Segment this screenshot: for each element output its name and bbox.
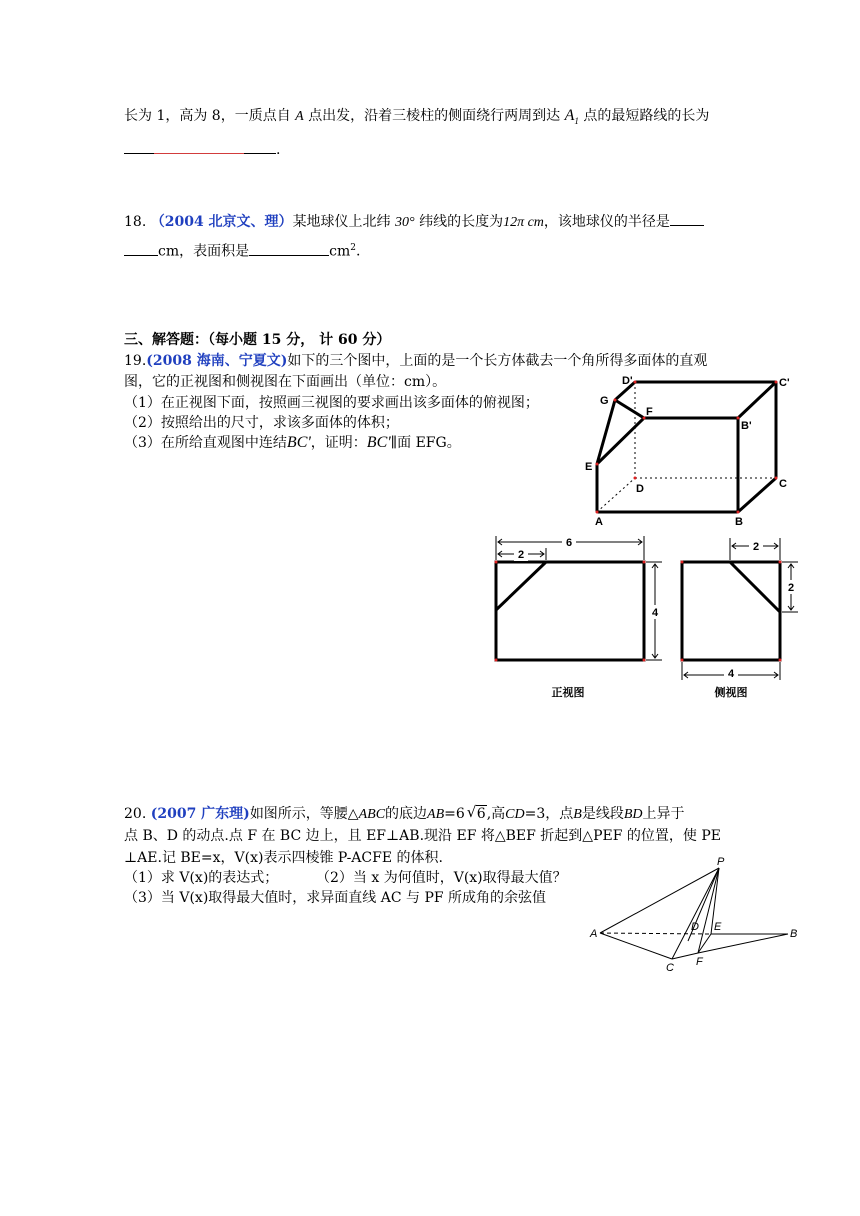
dim-4-side: 4 xyxy=(727,668,735,680)
q18-text-1: 某地球仪上北纬 xyxy=(292,214,391,230)
q20-item-3: （3）当 V(x)取得最大值时，求异面直线 AC 与 PF 所成角的余弦值 xyxy=(124,890,547,906)
q17-text-3: 点的最短路线的长为 xyxy=(583,108,710,124)
q18-text-2: 纬线的长度为 xyxy=(419,214,504,230)
q17-point-a: A xyxy=(295,109,304,124)
dim-2-side-right: 2 xyxy=(787,582,795,594)
label-a: A xyxy=(590,928,598,940)
q19-line2: 图，它的正视图和侧视图在下面画出（单位：cm）。 xyxy=(124,374,447,390)
q18-unit: cm xyxy=(329,243,351,260)
q19-source: (2008 海南、宁夏文) xyxy=(146,353,288,369)
q18-text-4: cm，表面积是 xyxy=(158,243,250,260)
label-c: C xyxy=(779,478,787,490)
front-view-caption: 正视图 xyxy=(551,687,585,699)
label-b: B xyxy=(735,516,743,528)
label-d-prime: D' xyxy=(622,375,633,387)
label-d: D xyxy=(636,483,644,495)
q18-line2: cm，表面积是 $cm^2$. xyxy=(124,238,360,262)
q19-line1: 19.(2008 海南、宁夏文)如下的三个图中，上面的是一个长方体截去一个角所得多面体的直观 xyxy=(124,353,708,369)
label-f: F xyxy=(646,406,653,418)
q20-source: (2007 广东理) xyxy=(150,806,250,822)
dim-2-front: 2 xyxy=(517,549,525,561)
label-d: D xyxy=(691,921,699,933)
q20-sqrt: √ 6 xyxy=(466,803,486,822)
side-view-caption: 侧视图 xyxy=(714,687,748,699)
q20-line3: ⊥AE.记 BE=x，V(x)表示四棱锥 P-ACFE 的体积. xyxy=(124,850,443,866)
q17-line xyxy=(124,106,709,131)
q18-text-3: ，该地球仪的半径是 xyxy=(543,214,670,230)
dim-4-front: 4 xyxy=(651,607,659,619)
q19-solid-figure xyxy=(580,370,800,530)
q18-length: 12π cm xyxy=(503,215,544,230)
q18-line1 xyxy=(124,212,704,233)
front-view xyxy=(496,562,644,660)
label-c: C xyxy=(666,962,674,974)
q19-item-1: （1）在正视图下面，按照画三视图的要求画出该多面体的俯视图； xyxy=(124,395,539,411)
q20-line1: 20. (2007 广东理)如图所示，等腰△ABC的底边AB=6 √ 6,高CD=3，点B是线段BD上异于 xyxy=(124,803,685,822)
q17-text-2: 点出发，沿着三棱柱的侧面绕行两周到达 xyxy=(308,108,561,124)
q17-answer-blank[interactable]: . xyxy=(124,140,280,160)
q19-item-3: （3）在所给直观图中连结BC'，证明：BC'∥面 EFG。 xyxy=(124,434,461,451)
q18-latitude: 30° xyxy=(395,215,415,230)
q18-blank-radius-a[interactable] xyxy=(670,213,704,226)
q20-item-2: （2）当 x 为何值时，V(x)取得最大值？ xyxy=(316,870,567,886)
q18-blank-radius-b[interactable] xyxy=(124,243,158,256)
label-b: B xyxy=(790,928,798,940)
label-a: A xyxy=(595,516,603,528)
label-e: E xyxy=(714,921,722,933)
label-c-prime: C' xyxy=(779,377,790,389)
label-b-prime: B' xyxy=(741,420,752,432)
label-g: G xyxy=(600,395,609,407)
q19-item-2: （2）按照给出的尺寸，求该多面体的体积； xyxy=(124,415,399,431)
side-view xyxy=(682,562,780,660)
section-3-title: 三、解答题：（每小题 15 分， 计 60 分） xyxy=(124,332,391,348)
label-e: E xyxy=(585,461,593,473)
q20-pyramid-figure xyxy=(588,855,808,980)
dim-6: 6 xyxy=(565,537,573,549)
q17-point-a1: $A_1$ xyxy=(564,107,579,127)
q18-blank-area[interactable] xyxy=(249,243,329,256)
q20-line2: 点 B、D 的动点.点 F 在 BC 边上，且 EF⊥AB.现沿 EF 将△BEF 折起到△PEF 的位置，使 PE xyxy=(124,828,721,844)
label-p: P xyxy=(717,856,725,868)
dim-2-side-top: 2 xyxy=(752,541,760,553)
q19-three-views xyxy=(486,530,816,705)
q18-source: （2004 北京文、理） xyxy=(150,214,293,230)
q18-number: 18. xyxy=(124,214,147,230)
q20-item-1: （1）求 V(x)的表达式； xyxy=(124,870,279,886)
label-f: F xyxy=(696,956,703,968)
q17-text-1: 长为 1，高为 8，一质点自 xyxy=(124,108,291,124)
